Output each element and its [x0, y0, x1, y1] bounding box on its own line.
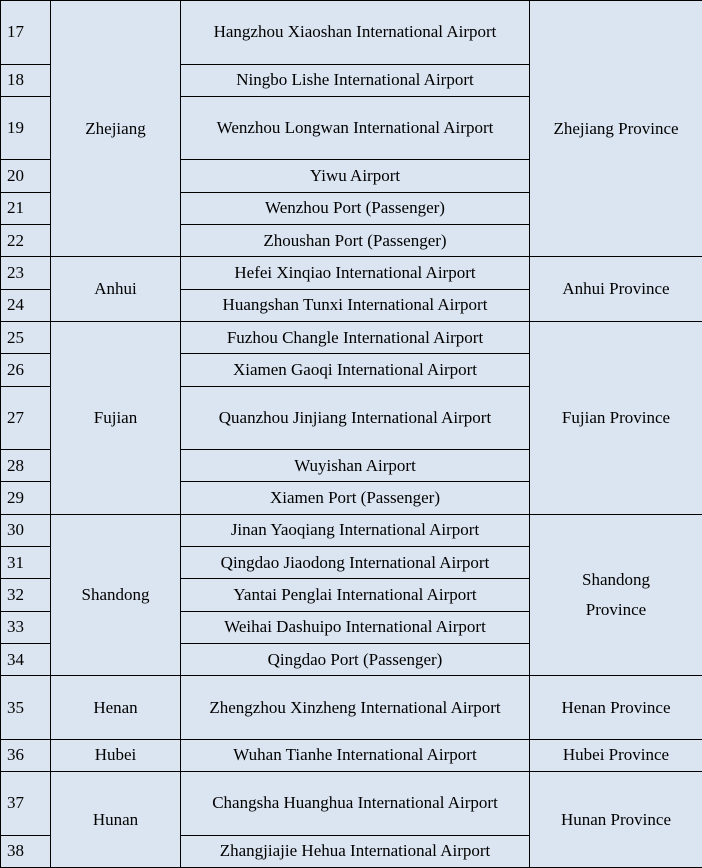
port-name: Zhoushan Port (Passenger) [181, 225, 530, 257]
port-name: Wuhan Tianhe International Airport [181, 739, 530, 771]
authority-cell: Anhui Province [530, 257, 702, 322]
table-row [1, 1, 702, 65]
region-cell: Zhejiang [51, 1, 181, 257]
authority-cell: Hunan Province [530, 772, 702, 868]
port-name: Yantai Penglai International Airport [181, 579, 530, 611]
port-name: Ningbo Lishe International Airport [181, 64, 530, 96]
row-number: 37 [1, 772, 51, 836]
row-number: 38 [1, 835, 51, 867]
region-cell: Fujian [51, 321, 181, 514]
row-number: 22 [1, 225, 51, 257]
row-number: 21 [1, 192, 51, 224]
port-name: Wenzhou Longwan International Airport [181, 96, 530, 160]
row-number: 24 [1, 289, 51, 321]
row-number: 17 [1, 1, 51, 65]
authority-cell: Zhejiang Province [530, 1, 702, 257]
table-row [1, 321, 702, 353]
table-row [1, 257, 702, 289]
port-name: Hefei Xinqiao International Airport [181, 257, 530, 289]
row-number: 34 [1, 643, 51, 675]
row-number: 19 [1, 96, 51, 160]
table-row [1, 772, 702, 836]
row-number: 36 [1, 739, 51, 771]
port-name: Fuzhou Changle International Airport [181, 321, 530, 353]
row-number: 32 [1, 579, 51, 611]
port-name: Weihai Dashuipo International Airport [181, 611, 530, 643]
row-number: 26 [1, 354, 51, 386]
table-row [1, 739, 702, 771]
authority-cell: Henan Province [530, 676, 702, 740]
row-number: 28 [1, 450, 51, 482]
table-row [1, 676, 702, 740]
authority-cell: Shandong Province [530, 514, 702, 675]
authority-cell: Fujian Province [530, 321, 702, 514]
port-name: Zhengzhou Xinzheng International Airport [181, 676, 530, 740]
row-number: 20 [1, 160, 51, 192]
port-name: Huangshan Tunxi International Airport [181, 289, 530, 321]
row-number: 23 [1, 257, 51, 289]
port-name: Changsha Huanghua International Airport [181, 772, 530, 836]
port-name: Zhangjiajie Hehua International Airport [181, 835, 530, 867]
port-name: Xiamen Gaoqi International Airport [181, 354, 530, 386]
row-number: 35 [1, 676, 51, 740]
row-number: 30 [1, 514, 51, 546]
port-name: Hangzhou Xiaoshan International Airport [181, 1, 530, 65]
region-cell: Hunan [51, 772, 181, 868]
port-name: Xiamen Port (Passenger) [181, 482, 530, 514]
row-number: 18 [1, 64, 51, 96]
row-number: 33 [1, 611, 51, 643]
authority-cell: Hubei Province [530, 739, 702, 771]
row-number: 25 [1, 321, 51, 353]
row-number: 31 [1, 547, 51, 579]
port-name: Qingdao Jiaodong International Airport [181, 547, 530, 579]
port-name: Wenzhou Port (Passenger) [181, 192, 530, 224]
row-number: 27 [1, 386, 51, 450]
table-row [1, 514, 702, 546]
region-cell: Anhui [51, 257, 181, 322]
region-cell: Hubei [51, 739, 181, 771]
row-number: 29 [1, 482, 51, 514]
region-cell: Henan [51, 676, 181, 740]
region-cell: Shandong [51, 514, 181, 675]
port-name: Jinan Yaoqiang International Airport [181, 514, 530, 546]
port-name: Quanzhou Jinjiang International Airport [181, 386, 530, 450]
port-name: Wuyishan Airport [181, 450, 530, 482]
port-name: Qingdao Port (Passenger) [181, 643, 530, 675]
port-name: Yiwu Airport [181, 160, 530, 192]
